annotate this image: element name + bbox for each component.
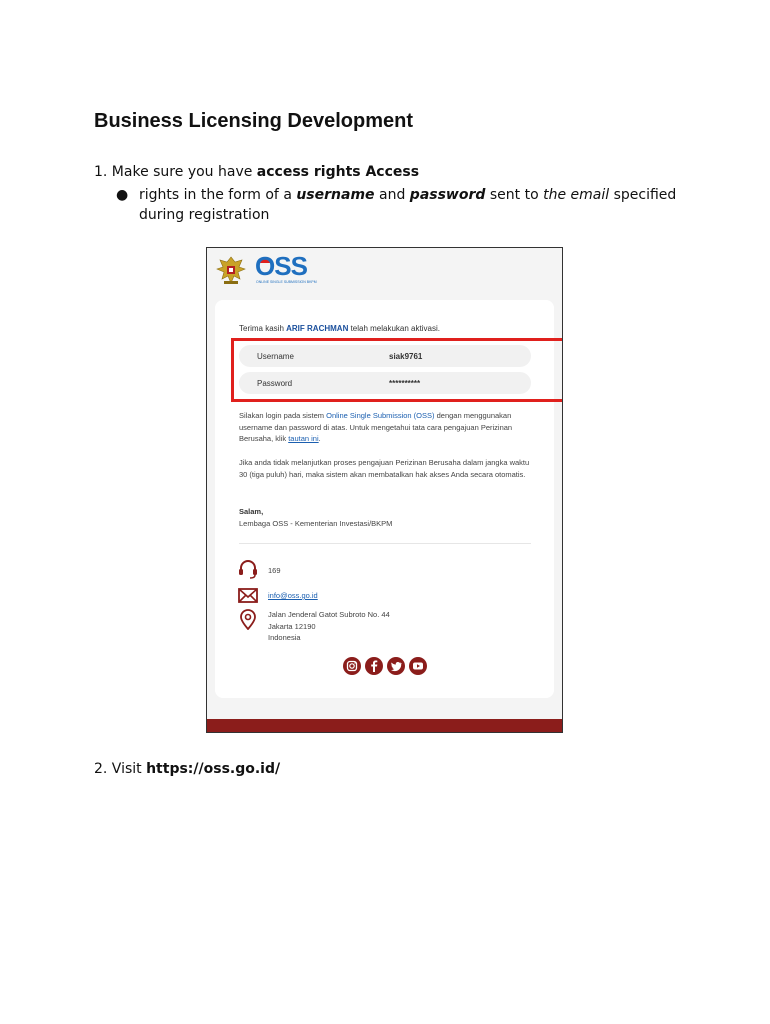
oss-logo-text: OSS bbox=[255, 251, 307, 281]
mail-icon bbox=[237, 584, 259, 606]
email-footer-bar bbox=[207, 719, 562, 732]
bullet-password: password bbox=[409, 187, 486, 203]
oss-link[interactable]: Online Single Submission (OSS) bbox=[326, 411, 435, 420]
login-instructions bbox=[239, 410, 531, 445]
username-label: Username bbox=[257, 352, 294, 361]
twitter-icon[interactable] bbox=[387, 657, 405, 675]
instagram-icon[interactable] bbox=[343, 657, 361, 675]
user-name: ARIF RACHMAN bbox=[286, 324, 349, 333]
step-2 bbox=[94, 761, 280, 777]
expiry-notice: Jika anda tidak melanjutkan proses pengajuan Perizinan Berusaha dalam jangka waktu 30 (tiga puluh) hari, maka sistem akan membatalkan hak akses Anda secara otomatis. bbox=[239, 458, 530, 479]
location-pin-icon bbox=[237, 608, 259, 630]
password-label: Password bbox=[257, 379, 293, 388]
step-1-bold: access rights Access bbox=[256, 164, 420, 180]
password-value: ********** bbox=[389, 379, 421, 388]
bullet-username: username bbox=[296, 187, 375, 203]
facebook-icon[interactable] bbox=[365, 657, 383, 675]
address-line-1: Jalan Jenderal Gatot Subroto No. 44 bbox=[268, 610, 390, 619]
highlight-box bbox=[231, 338, 563, 402]
email-link[interactable]: info@oss.go.id bbox=[268, 591, 318, 600]
address-block bbox=[268, 609, 390, 644]
youtube-icon[interactable] bbox=[409, 657, 427, 675]
garuda-emblem-icon bbox=[214, 254, 248, 286]
email-screenshot bbox=[206, 247, 563, 733]
email-card bbox=[215, 300, 554, 698]
tautan-link[interactable]: tautan ini bbox=[288, 434, 319, 443]
bullet-text-part: rights in the form of a bbox=[139, 187, 297, 203]
bullet-text bbox=[139, 185, 679, 225]
para1-text-a: Silakan login pada sistem bbox=[239, 411, 327, 420]
salam: Salam, bbox=[239, 507, 264, 516]
bullet-and: and bbox=[374, 187, 410, 203]
step-1-text: 1. Make sure you have bbox=[94, 164, 257, 180]
oss-url-link[interactable]: https://oss.go.id/ bbox=[146, 761, 281, 777]
thanks-line bbox=[239, 324, 440, 333]
headset-icon bbox=[237, 558, 259, 580]
address-line-2: Jakarta 12190 bbox=[268, 621, 316, 631]
bullet-email: the email bbox=[543, 187, 610, 203]
phone-number: 169 bbox=[268, 566, 281, 575]
oss-logo-subtitle: ONLINE SINGLE SUBMISSION BKPM bbox=[256, 280, 317, 284]
para1-text-c: . bbox=[318, 434, 321, 443]
thanks-prefix: Terima kasih bbox=[239, 324, 287, 333]
step-2-text: 2. Visit bbox=[94, 761, 147, 777]
page-title: Business Licensing Development bbox=[94, 110, 413, 132]
step-1 bbox=[94, 164, 419, 180]
thanks-suffix: telah melakukan aktivasi. bbox=[348, 324, 440, 333]
email-line bbox=[268, 590, 318, 602]
signature: Lembaga OSS - Kementerian Investasi/BKPM bbox=[239, 518, 393, 528]
signature-block bbox=[239, 506, 531, 529]
bullet-sent: sent to bbox=[485, 187, 544, 203]
bullet-tail: specified during registration bbox=[139, 187, 677, 223]
para1-text-b: dengan menggunakan username dan password di atas. Untuk mengetahui tata cara pengajuan Perizinan Berusaha, klik bbox=[239, 411, 513, 443]
address-line-3: Indonesia bbox=[268, 633, 301, 642]
oss-logo bbox=[255, 251, 325, 287]
bullet-dot: ● bbox=[116, 187, 129, 203]
username-value: siak9761 bbox=[389, 352, 423, 361]
divider bbox=[239, 543, 531, 544]
